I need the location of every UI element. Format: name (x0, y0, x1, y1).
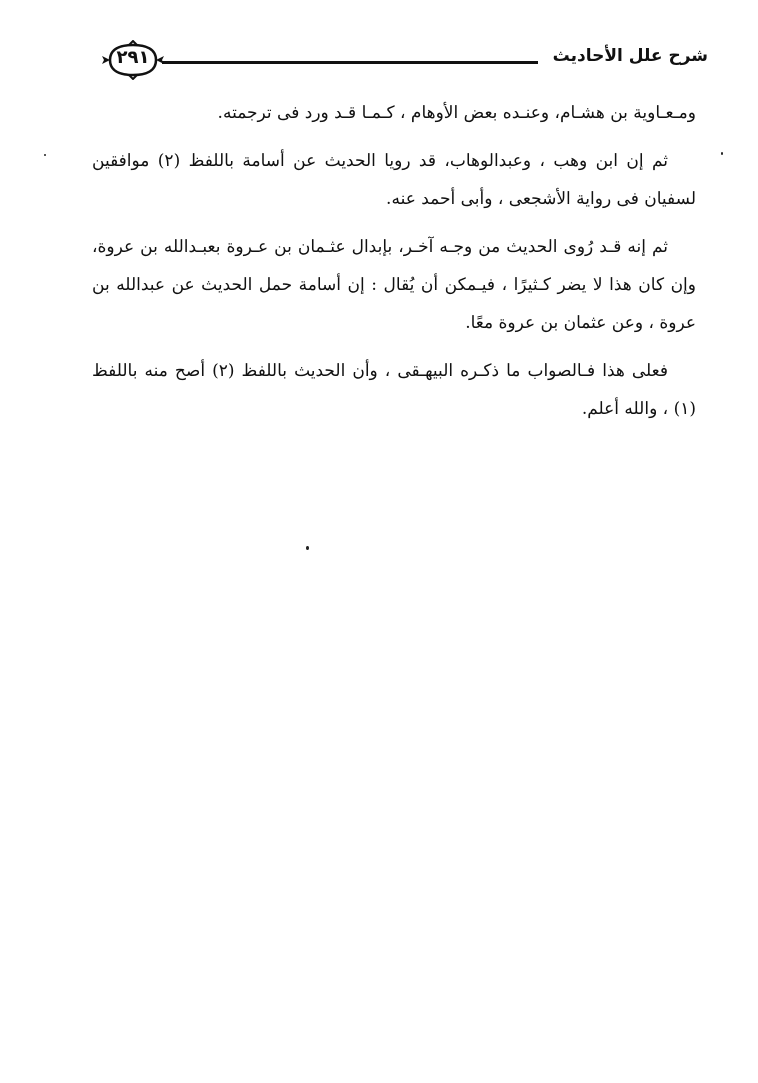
page-number-badge (100, 40, 166, 80)
scan-speck (44, 154, 46, 156)
scan-speck (306, 546, 309, 550)
body-text (92, 94, 696, 438)
header-rule (162, 61, 538, 64)
page-number: ٢٩١ (116, 47, 150, 68)
paragraph: ثم إن ابن وهب ، وعبدالوهاب، قد رويا الحديث عن أسامة باللفظ (٢) موافقين لسفيان فى رواية الأشجعى ، وأبى أحمد عنه. (92, 151, 696, 209)
book-title: شرح علل الأحاديث (552, 46, 708, 66)
running-header (92, 40, 708, 84)
paragraph: ومـعـاوية بن هشـام، وعنـده بعض الأوهام ، كـمـا قـد ورد فى ترجمته. (217, 103, 696, 123)
paragraph: ثم إنه قـد رُوى الحديث من وجـه آخـر، بإبدال عثـمان بن عـروة بعبـدالله بن عروة، وإن كان هذا لا يضر كـثيرًا ، فيـمكن أن يُقال : إن أسامة حمل الحديث عن عبدالله بن عروة ، وعن عثمان بن عروة معًا. (92, 237, 696, 333)
paragraph: فعلى هذا فـالصواب ما ذكـره البيهـقى ، وأن الحديث باللفظ (٢) أصح منه باللفظ (١) ، والله أعلم. (92, 361, 696, 419)
scan-speck (721, 152, 723, 155)
